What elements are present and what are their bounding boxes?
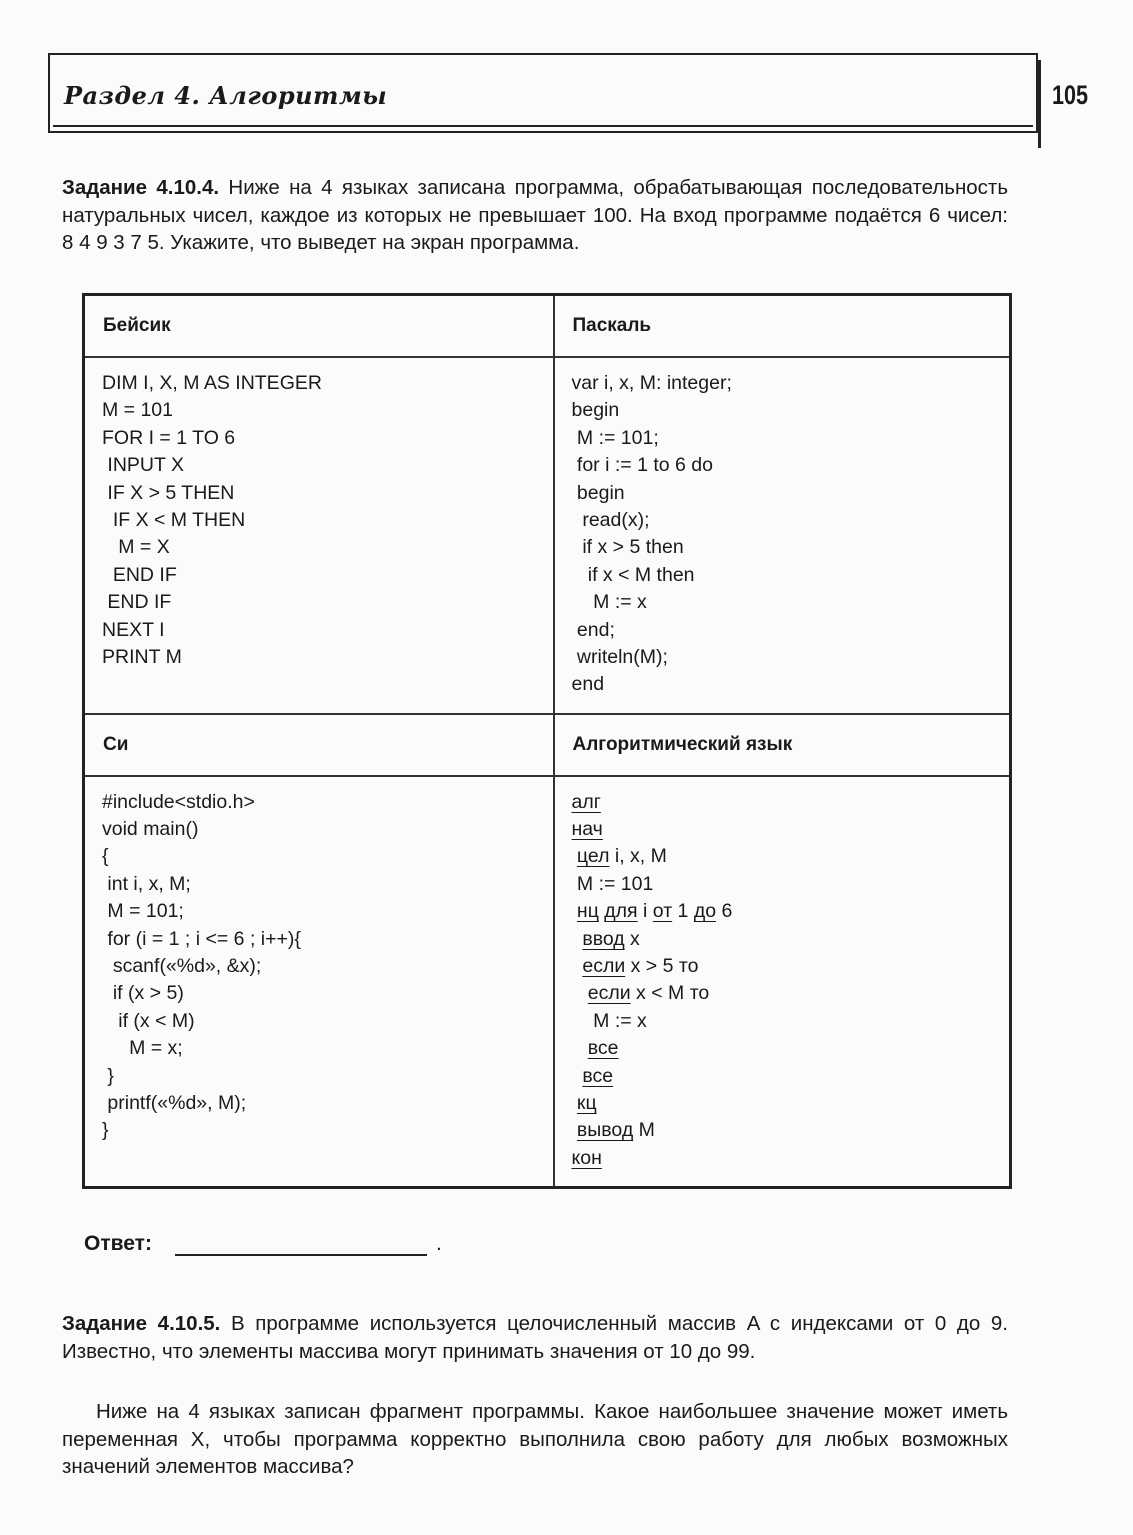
task-4-10-5-continued: Ниже на 4 языках записан фрагмент программы. Какое наибольшее значение может иметь переменная X, чтобы программа корректно выполнила свою работу для любых возможных значений элементов массива? [62,1400,1008,1478]
code-line: INPUT X [102,454,184,477]
code-text: i [637,900,653,923]
code-text: x [624,927,640,950]
code-line: printf(«%d», M); [102,1091,247,1114]
answer-trailing-dot: . [436,1232,442,1255]
task-text: В программе используется целочисленный массив A с индексами от 0 до 9. Известно, что элементы массива могут принимать значения от 10 до 99. [62,1312,1008,1363]
code-line: int i, x, M; [102,872,191,895]
c-header: Си [84,714,554,776]
code-line: IF X < M THEN [102,508,246,531]
code-line: M = X [102,536,170,559]
code-line: end; [571,618,615,641]
keyword: нач [571,818,603,841]
code-line: M := 101; [571,426,659,449]
code-line: { [102,845,109,868]
task-label: Задание 4.10.4. [62,176,220,199]
code-line: void main() [102,818,199,841]
code-line: var i, x, M: integer; [571,372,732,394]
code-text: M := x [593,1009,647,1032]
algo-header: Алгоритмический язык [554,714,1011,776]
code-line [572,1063,1010,1090]
code-line [572,898,1010,925]
code-line: if x < M then [571,563,695,586]
code-text: x > 5 то [625,955,699,978]
code-text: 1 [672,900,694,923]
code-line [572,816,1010,843]
page-edge-rule [1038,60,1041,148]
page-number: 105 [1052,80,1089,110]
code-line: IF X > 5 THEN [102,481,235,504]
keyword: от [652,900,673,923]
algo-code [554,776,1011,1188]
code-line: NEXT I [102,618,165,641]
code-line [572,1008,1010,1035]
code-line: writeln(M); [571,645,668,668]
code-line: if x > 5 then [571,536,684,559]
code-line: begin [571,399,620,422]
code-line: end [571,673,605,696]
code-line [572,1090,1010,1117]
task-4-10-5 [62,1310,1008,1365]
keyword: если [587,982,631,1005]
task-4-10-4 [62,174,1008,257]
code-line [572,1145,1010,1172]
basic-code [84,357,554,714]
keyword: нц [576,900,599,923]
task-label: Задание 4.10.5. [62,1312,221,1335]
code-line: M = 101 [102,399,174,422]
code-line: for (i = 1 ; i <= 6 ; i++){ [102,927,301,950]
answer-label: Ответ: [84,1232,152,1255]
keyword: до [693,900,717,923]
code-line: PRINT M [102,645,182,668]
section-title: Раздел 4. Алгоритмы [64,81,388,110]
code-line: } [102,1119,109,1142]
program-table [82,293,1012,1189]
code-line [572,980,1010,1007]
code-text: M := 101 [576,872,654,895]
code-line: read(x); [571,508,650,531]
keyword: кон [571,1146,602,1169]
code-line: if (x < M) [102,1009,195,1032]
task-text: Ниже на 4 языках записана программа, обрабатывающая последовательность натуральных чисел, каждое из которых не превышает 100. На вход программе подаётся 6 чисел: 8 4 9 3 7 5. Укажите, что выведет на экран программа. [62,176,1008,254]
code-line: M = 101; [102,900,184,923]
code-line: FOR I = 1 TO 6 [102,426,236,449]
code-line: M = x; [102,1037,183,1060]
code-line: END IF [102,563,177,586]
code-line: begin [571,481,625,504]
code-line [572,1035,1010,1062]
code-line: if (x > 5) [102,982,184,1005]
answer-field[interactable] [175,1254,427,1256]
pascal-header: Паскаль [554,295,1011,358]
pascal-code [554,357,1011,714]
keyword: вывод [576,1119,634,1142]
section-header [48,53,1038,133]
code-line: #include<stdio.h> [102,790,255,813]
code-line: for i := 1 to 6 do [571,454,713,477]
code-text: x < M то [630,982,710,1005]
code-line [572,953,1010,980]
code-line [572,1117,1010,1144]
basic-header: Бейсик [84,295,554,358]
code-line [572,926,1010,953]
code-line: END IF [102,591,172,614]
code-line: } [102,1064,114,1087]
keyword: алг [571,790,601,813]
code-text: M [633,1119,655,1142]
code-line: scanf(«%d», &x); [102,955,262,978]
keyword: ввод [582,927,625,950]
c-code [84,776,554,1188]
keyword: кц [576,1091,597,1114]
keyword: цел [576,845,610,868]
code-line: M := x [571,591,647,614]
keyword: если [582,955,626,978]
code-text: 6 [716,900,733,923]
code-line: DIM I, X, M AS INTEGER [102,372,322,394]
code-text: i, x, M [609,845,667,868]
keyword: все [587,1037,619,1060]
code-line [572,843,1010,870]
code-line [572,789,1010,816]
keyword: все [582,1064,614,1087]
code-line [572,871,1010,898]
keyword: для [604,900,638,923]
